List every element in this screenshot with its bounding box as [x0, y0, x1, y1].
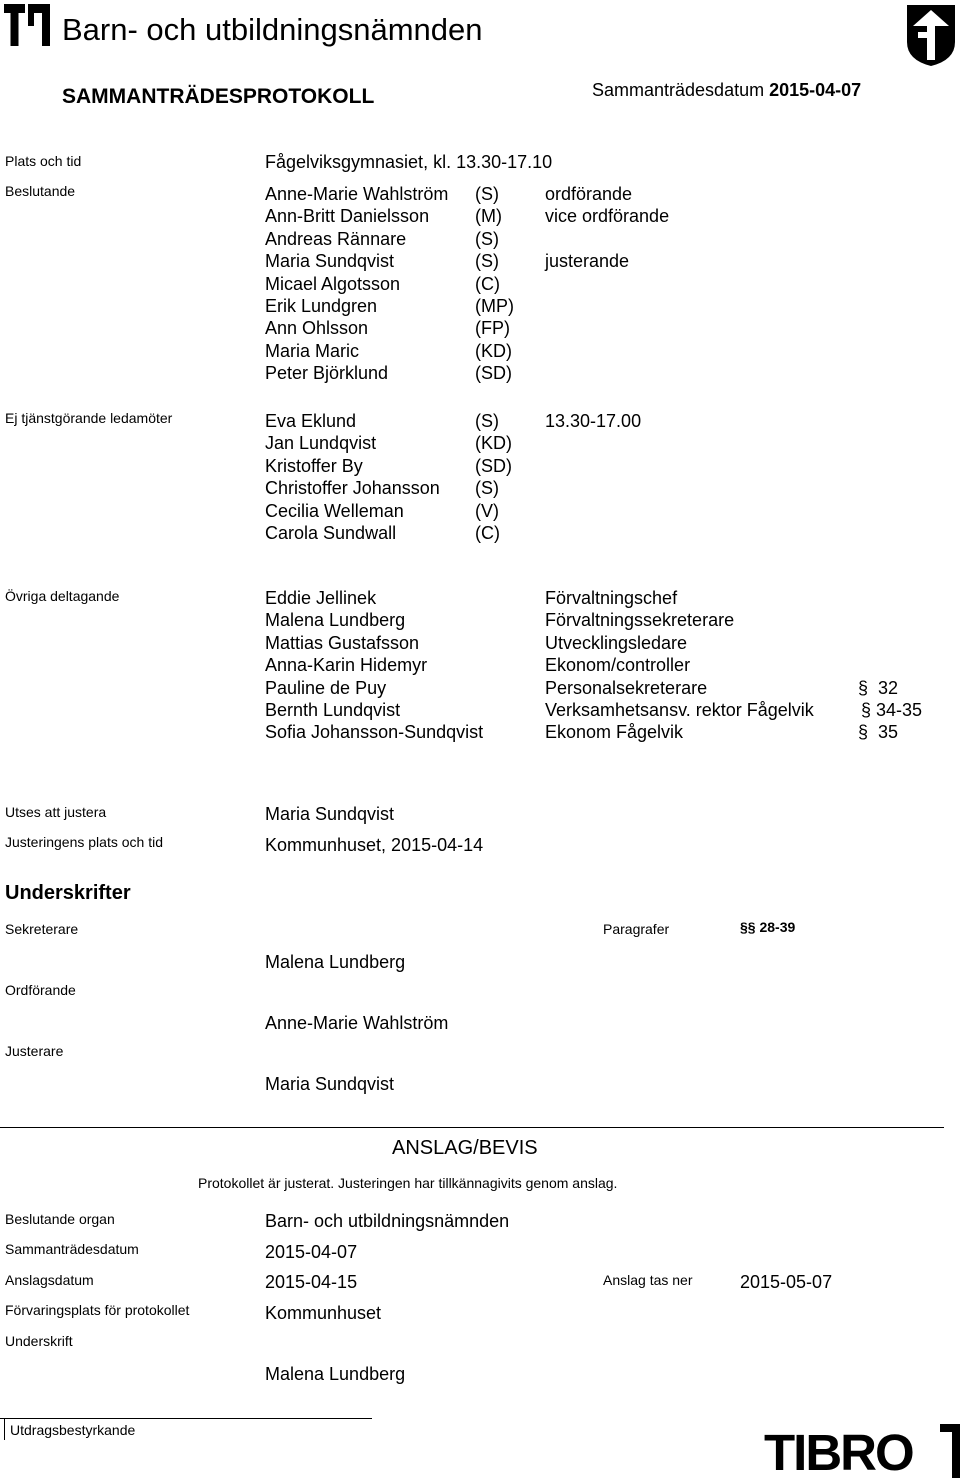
list-item — [0, 205, 960, 227]
member-name: Pauline de Puy — [265, 677, 387, 698]
list-item — [0, 455, 960, 477]
member-title: Verksamhetsansv. rektor Fågelvik — [545, 700, 814, 720]
member-name: Kristoffer By — [265, 455, 363, 476]
member-role: ordförande — [545, 184, 633, 204]
member-name: Ann Ohlsson — [265, 318, 369, 339]
place-value: Fågelviksgymnasiet, kl. 13.30-17.10 — [265, 152, 553, 172]
member-name: Maria Sundqvist — [265, 251, 395, 272]
divider — [0, 1418, 372, 1419]
member-role: vice ordförande — [545, 206, 670, 227]
list-item — [0, 228, 960, 250]
list-item — [0, 410, 960, 432]
member-title: Utvecklingsledare — [545, 632, 688, 653]
member-name: Anne-Marie Wahlström — [265, 184, 449, 204]
list-item — [0, 273, 960, 295]
member-party: (S) — [475, 478, 499, 499]
posting-date-label: Anslagsdatum — [5, 1272, 94, 1288]
member-party: (S) — [475, 228, 499, 249]
paragraphs-value — [740, 919, 795, 935]
secretary-name: Malena Lundberg — [265, 952, 406, 972]
section-sign-icon: § — [861, 700, 872, 720]
member-party: (MP) — [475, 296, 514, 316]
list-item — [0, 432, 960, 454]
paragraph-number: 35 — [878, 722, 899, 743]
member-party: (S) — [475, 411, 499, 431]
divider — [4, 1418, 5, 1440]
storage-label: Förvaringsplats för protokollet — [5, 1302, 190, 1318]
list-item — [0, 522, 960, 544]
member-name: Maria Maric — [265, 340, 360, 361]
signatures-heading: Underskrifter — [5, 882, 131, 904]
list-item — [0, 587, 960, 609]
member-party: (V) — [475, 500, 499, 521]
member-party: (SD) — [475, 363, 512, 384]
others-label: Övriga deltagande — [5, 588, 120, 604]
list-item — [0, 699, 960, 721]
signature-name: Malena Lundberg — [265, 1364, 406, 1384]
adjuster-name: Maria Sundqvist — [265, 1074, 395, 1094]
meeting-date-value: 2015-04-07 — [769, 80, 862, 100]
member-party: (C) — [475, 523, 500, 543]
member-name: Cecilia Welleman — [265, 500, 404, 521]
header-meeting-date — [592, 80, 861, 101]
member-name: Peter Björklund — [265, 363, 389, 384]
non-serving-label: Ej tjänstgörande ledamöter — [5, 410, 173, 426]
meeting-date-label: Sammanträdesdatum — [592, 80, 765, 100]
member-name: Erik Lundgren — [265, 296, 378, 316]
removal-date-label: Anslag tas ner — [603, 1272, 693, 1288]
member-name: Bernth Lundqvist — [265, 700, 401, 720]
member-party: (FP) — [475, 318, 510, 339]
paragraph-number: 32 — [878, 677, 899, 698]
member-name: Sofia Johansson-Sundqvist — [265, 722, 484, 743]
chair-label: Ordförande — [5, 982, 76, 998]
member-party: (S) — [475, 251, 499, 272]
member-time: 13.30-17.00 — [545, 411, 642, 431]
list-item — [0, 654, 960, 676]
list-item — [0, 477, 960, 499]
member-party: (SD) — [475, 455, 512, 476]
decision-makers-label: Beslutande — [5, 183, 76, 199]
member-title: Ekonom Fågelvik — [545, 722, 684, 743]
secretary-label: Sekreterare — [5, 921, 79, 937]
member-name: Micael Algotsson — [265, 273, 401, 294]
member-name: Malena Lundberg — [265, 610, 406, 631]
list-item — [0, 250, 960, 272]
notice-meeting-date-label: Sammanträdesdatum — [5, 1241, 139, 1257]
member-title: Förvaltningssekreterare — [545, 610, 735, 631]
member-name: Eva Eklund — [265, 411, 357, 431]
org-title: Barn- och utbildningsnämnden — [62, 12, 483, 47]
tibro-wordmark-mark-icon — [940, 1424, 960, 1478]
adjuster-label: Justerare — [5, 1043, 64, 1059]
section-sign-icon: § — [740, 919, 748, 935]
member-name: Jan Lundqvist — [265, 433, 377, 454]
paragraph-number: 34-35 — [876, 700, 923, 720]
member-paragraph — [861, 699, 922, 721]
tibro-logo-icon — [4, 4, 50, 48]
list-item — [0, 295, 960, 317]
member-role: justerande — [545, 251, 630, 272]
member-title: Personalsekreterare — [545, 677, 708, 698]
list-item — [0, 677, 960, 699]
member-party: (C) — [475, 273, 500, 294]
member-name: Ann-Britt Danielsson — [265, 206, 430, 227]
member-party: (S) — [475, 184, 499, 204]
list-item — [0, 183, 960, 205]
removal-date-value: 2015-05-07 — [740, 1272, 833, 1292]
member-title: Förvaltningschef — [545, 588, 678, 608]
decision-body-label: Beslutande organ — [5, 1211, 115, 1227]
member-name: Andreas Rännare — [265, 228, 407, 249]
member-party: (KD) — [475, 340, 512, 361]
appointed-adjuster-value: Maria Sundqvist — [265, 804, 395, 824]
member-name: Christoffer Johansson — [265, 478, 440, 499]
member-paragraph — [858, 721, 898, 743]
adjust-place-label: Justeringens plats och tid — [5, 834, 163, 850]
extract-label: Utdragsbestyrkande — [10, 1422, 136, 1438]
member-name: Anna-Karin Hidemyr — [265, 655, 428, 676]
tibro-wordmark — [764, 1424, 960, 1482]
paragraphs-range: 28-39 — [759, 919, 796, 935]
list-item — [0, 340, 960, 362]
section-sign-icon: § — [747, 919, 756, 935]
member-name: Mattias Gustafsson — [265, 632, 420, 653]
member-name: Carola Sundwall — [265, 523, 397, 543]
list-item — [0, 362, 960, 384]
list-item — [0, 632, 960, 654]
place-label: Plats och tid — [5, 153, 82, 169]
notice-heading: ANSLAG/BEVIS — [392, 1137, 538, 1159]
member-party: (KD) — [475, 433, 512, 454]
list-item — [0, 317, 960, 339]
tibro-wordmark-text: TIBRO — [764, 1424, 913, 1481]
member-title: Ekonom/controller — [545, 655, 691, 676]
divider — [0, 1127, 944, 1128]
document-type: SAMMANTRÄDESPROTOKOLL — [62, 85, 375, 108]
notice-meeting-date-value: 2015-04-07 — [265, 1242, 358, 1262]
list-item — [0, 721, 960, 743]
member-paragraph — [858, 677, 898, 699]
posting-date-value: 2015-04-15 — [265, 1272, 358, 1292]
member-name: Eddie Jellinek — [265, 588, 377, 608]
paragraphs-label: Paragrafer — [603, 921, 670, 937]
storage-value: Kommunhuset — [265, 1303, 382, 1323]
member-party: (M) — [475, 206, 502, 227]
notice-statement: Protokollet är justerat. Justeringen har tillkännagivits genom anslag. — [198, 1175, 618, 1191]
coat-of-arms-icon — [904, 2, 958, 68]
chair-name: Anne-Marie Wahlström — [265, 1013, 449, 1033]
list-item — [0, 609, 960, 631]
list-item — [0, 500, 960, 522]
decision-body-value: Barn- och utbildningsnämnden — [265, 1211, 510, 1231]
section-sign-icon: § — [858, 677, 869, 698]
adjust-place-value: Kommunhuset, 2015-04-14 — [265, 835, 484, 855]
appointed-adjuster-label: Utses att justera — [5, 804, 107, 820]
section-sign-icon: § — [858, 722, 869, 743]
signature-label: Underskrift — [5, 1333, 73, 1349]
